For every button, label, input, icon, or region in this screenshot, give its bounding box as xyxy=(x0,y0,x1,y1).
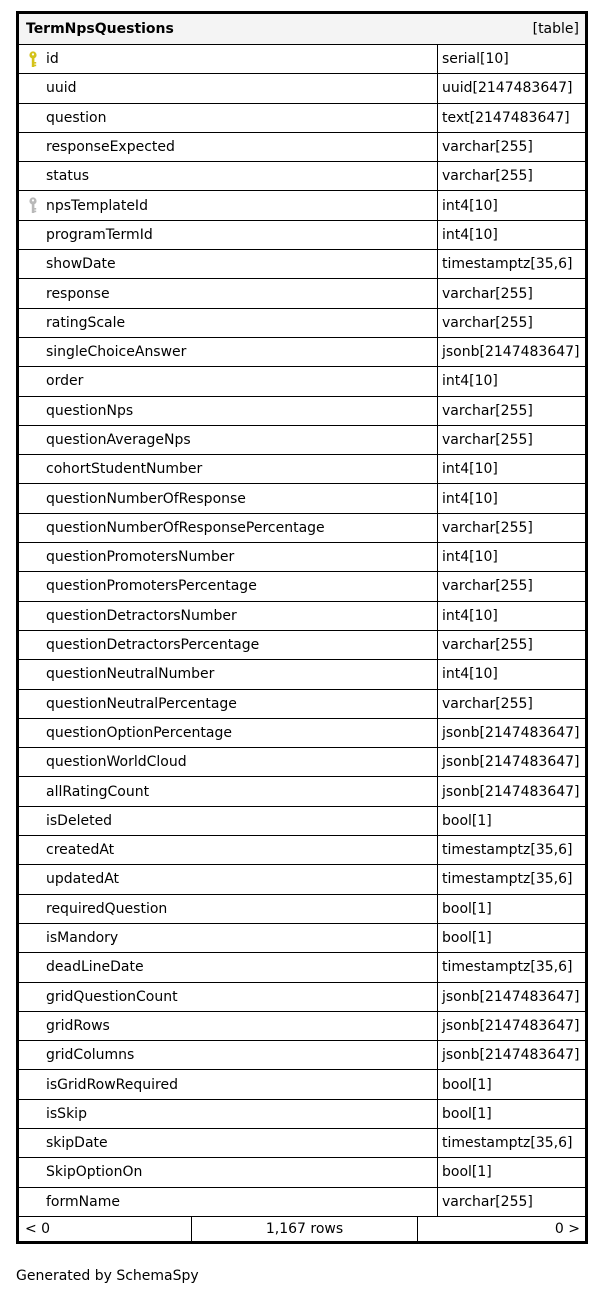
column-type: varchar[255] xyxy=(442,314,533,331)
column-type: jsonb[2147483647] xyxy=(442,1017,580,1034)
column-row[interactable] xyxy=(19,660,585,689)
column-row[interactable] xyxy=(19,250,585,279)
column-row[interactable] xyxy=(19,45,585,74)
column-name-cell xyxy=(19,836,438,864)
row-count: 1,167 rows xyxy=(192,1217,418,1241)
column-row[interactable] xyxy=(19,836,585,865)
column-name-cell xyxy=(19,162,438,190)
column-row[interactable] xyxy=(19,221,585,250)
column-type: jsonb[2147483647] xyxy=(442,754,580,771)
column-name: questionNeutralNumber xyxy=(46,666,215,683)
column-row[interactable] xyxy=(19,162,585,191)
column-row[interactable] xyxy=(19,865,585,894)
column-name: gridQuestionCount xyxy=(46,988,178,1005)
column-name-cell xyxy=(19,309,438,337)
column-name: questionNeutralPercentage xyxy=(46,695,237,712)
column-type: timestamptz[35,6] xyxy=(442,1135,573,1152)
column-name: status xyxy=(46,168,90,185)
column-name-cell xyxy=(19,133,438,161)
column-row[interactable] xyxy=(19,104,585,133)
column-row[interactable] xyxy=(19,514,585,543)
column-name-cell xyxy=(19,748,438,776)
column-type: bool[1] xyxy=(442,900,492,917)
column-name: questionWorldCloud xyxy=(46,754,187,771)
column-name: order xyxy=(46,373,84,390)
child-count[interactable]: 0 > xyxy=(554,1220,580,1237)
column-name: showDate xyxy=(46,256,116,273)
column-name-cell xyxy=(19,719,438,747)
column-name: id xyxy=(46,51,59,68)
column-row[interactable] xyxy=(19,426,585,455)
column-row[interactable] xyxy=(19,367,585,396)
column-row[interactable] xyxy=(19,895,585,924)
column-type: bool[1] xyxy=(442,1076,492,1093)
column-name-cell xyxy=(19,777,438,805)
column-type: int4[10] xyxy=(442,549,498,566)
column-type: varchar[255] xyxy=(442,432,533,448)
column-type: timestamptz[35,6] xyxy=(442,959,573,976)
column-name: formName xyxy=(46,1193,120,1210)
column-type: jsonb[2147483647] xyxy=(442,724,580,741)
column-name-cell xyxy=(19,660,438,688)
column-name: isSkip xyxy=(46,1105,87,1122)
column-type: bool[1] xyxy=(442,1105,492,1122)
column-type: int4[10] xyxy=(442,666,498,683)
column-row[interactable] xyxy=(19,309,585,338)
column-name-cell xyxy=(19,279,438,307)
column-name: response xyxy=(46,285,110,302)
column-name-cell xyxy=(19,1100,438,1128)
column-row[interactable] xyxy=(19,748,585,777)
column-row[interactable] xyxy=(19,807,585,836)
column-type: timestamptz[35,6] xyxy=(442,256,573,273)
column-name-cell xyxy=(19,865,438,893)
column-name: allRatingCount xyxy=(46,783,150,800)
column-type: timestamptz[35,6] xyxy=(442,842,573,859)
column-row[interactable] xyxy=(19,1012,585,1041)
column-name: cohortStudentNumber xyxy=(46,461,203,478)
column-name-cell xyxy=(19,602,438,630)
column-name-cell xyxy=(19,191,438,219)
column-name-cell xyxy=(19,1012,438,1040)
column-name-cell xyxy=(19,455,438,483)
column-name-cell xyxy=(19,807,438,835)
column-row[interactable] xyxy=(19,133,585,162)
column-name-cell xyxy=(19,45,438,73)
column-name: questionNps xyxy=(46,402,134,419)
column-type: bool[1] xyxy=(442,1164,492,1181)
column-name: deadLineDate xyxy=(46,959,144,976)
column-name: questionPromotersPercentage xyxy=(46,578,257,595)
column-name-cell xyxy=(19,367,438,395)
column-name-cell xyxy=(19,104,438,132)
column-type: int4[10] xyxy=(442,373,498,390)
table-name: TermNpsQuestions xyxy=(26,21,174,37)
column-name: questionPromotersNumber xyxy=(46,549,235,566)
column-row[interactable] xyxy=(19,74,585,103)
column-name: programTermId xyxy=(46,226,153,243)
column-name-cell xyxy=(19,1041,438,1069)
column-name-cell xyxy=(19,1070,438,1098)
column-row[interactable] xyxy=(19,924,585,953)
column-row[interactable] xyxy=(19,1041,585,1070)
column-row[interactable] xyxy=(19,455,585,484)
column-name-cell xyxy=(19,1158,438,1186)
column-name-cell xyxy=(19,74,438,102)
column-type: serial[10] xyxy=(442,51,509,68)
column-name: SkipOptionOn xyxy=(46,1164,143,1181)
column-type: timestamptz[35,6] xyxy=(442,871,573,888)
column-row[interactable] xyxy=(19,484,585,513)
column-name: gridRows xyxy=(46,1017,110,1034)
column-row[interactable] xyxy=(19,1129,585,1158)
column-name-cell xyxy=(19,895,438,923)
column-name: skipDate xyxy=(46,1135,108,1152)
column-name: npsTemplateId xyxy=(46,197,148,214)
column-name: uuid xyxy=(46,80,77,97)
column-type: varchar[255] xyxy=(442,1193,533,1210)
column-name: questionDetractorsNumber xyxy=(46,607,237,624)
column-name: createdAt xyxy=(46,842,115,859)
column-row[interactable] xyxy=(19,953,585,982)
column-row[interactable] xyxy=(19,602,585,631)
column-name-cell xyxy=(19,953,438,981)
table-kind: [table] xyxy=(532,21,579,37)
column-type: varchar[255] xyxy=(442,578,533,595)
parent-count[interactable]: < 0 xyxy=(19,1217,192,1241)
column-type: int4[10] xyxy=(442,607,498,624)
column-row[interactable] xyxy=(19,1158,585,1187)
column-type: int4[10] xyxy=(442,197,498,214)
column-row[interactable] xyxy=(19,777,585,806)
column-row[interactable] xyxy=(19,191,585,220)
column-name: questionAverageNps xyxy=(46,432,191,448)
column-name: gridColumns xyxy=(46,1047,135,1064)
column-name-cell xyxy=(19,1188,438,1216)
column-name-cell xyxy=(19,397,438,425)
column-type: jsonb[2147483647] xyxy=(442,1047,580,1064)
column-row[interactable] xyxy=(19,690,585,719)
column-name-cell xyxy=(19,426,438,454)
column-row[interactable] xyxy=(19,1100,585,1129)
primary-key-icon xyxy=(28,51,38,68)
column-type: jsonb[2147483647] xyxy=(442,344,580,361)
column-name: singleChoiceAnswer xyxy=(46,344,187,361)
column-row[interactable] xyxy=(19,543,585,572)
column-name-cell xyxy=(19,250,438,278)
column-type: jsonb[2147483647] xyxy=(442,783,580,800)
column-row[interactable] xyxy=(19,279,585,308)
column-name-cell xyxy=(19,514,438,542)
column-row[interactable] xyxy=(19,983,585,1012)
column-name-cell xyxy=(19,983,438,1011)
column-name: isMandory xyxy=(46,930,119,947)
column-row[interactable] xyxy=(19,1188,585,1217)
column-name-cell xyxy=(19,1129,438,1157)
column-type: int4[10] xyxy=(442,226,498,243)
column-row[interactable] xyxy=(19,338,585,367)
column-type: bool[1] xyxy=(442,930,492,947)
column-list xyxy=(19,45,585,1217)
column-type: varchar[255] xyxy=(442,168,533,185)
column-type: int4[10] xyxy=(442,461,498,478)
column-row[interactable] xyxy=(19,397,585,426)
column-type: jsonb[2147483647] xyxy=(442,988,580,1005)
column-name: questionNumberOfResponse xyxy=(46,490,246,507)
column-row[interactable] xyxy=(19,631,585,660)
column-name: ratingScale xyxy=(46,314,126,331)
column-name-cell xyxy=(19,631,438,659)
table-footer xyxy=(19,1217,585,1241)
column-name-cell xyxy=(19,690,438,718)
column-name: updatedAt xyxy=(46,871,120,888)
column-type: uuid[2147483647] xyxy=(442,80,573,97)
column-name: question xyxy=(46,109,107,126)
column-name-cell xyxy=(19,543,438,571)
column-name-cell xyxy=(19,221,438,249)
column-type: bool[1] xyxy=(442,812,492,829)
column-name: isGridRowRequired xyxy=(46,1076,178,1093)
column-type: varchar[255] xyxy=(442,402,533,419)
column-type: int4[10] xyxy=(442,490,498,507)
column-name: questionDetractorsPercentage xyxy=(46,637,260,654)
column-type: varchar[255] xyxy=(442,139,533,156)
foreign-key-icon xyxy=(28,197,38,214)
column-type: varchar[255] xyxy=(442,637,533,654)
column-row[interactable] xyxy=(19,1070,585,1099)
column-name-cell xyxy=(19,924,438,952)
column-name-cell xyxy=(19,572,438,600)
column-name: requiredQuestion xyxy=(46,900,168,917)
column-row[interactable] xyxy=(19,572,585,601)
column-name: questionOptionPercentage xyxy=(46,724,232,741)
column-type: varchar[255] xyxy=(442,285,533,302)
column-type: varchar[255] xyxy=(442,695,533,712)
column-row[interactable] xyxy=(19,719,585,748)
column-name: responseExpected xyxy=(46,139,175,156)
column-type: varchar[255] xyxy=(442,519,533,536)
column-name: questionNumberOfResponsePercentage xyxy=(46,519,325,536)
column-name: isDeleted xyxy=(46,812,113,829)
column-type: text[2147483647] xyxy=(442,109,570,126)
column-name-cell xyxy=(19,484,438,512)
generated-by-label: Generated by SchemaSpy xyxy=(16,1268,199,1284)
table-header xyxy=(19,14,585,45)
column-name-cell xyxy=(19,338,438,366)
table-node[interactable] xyxy=(16,11,588,1244)
